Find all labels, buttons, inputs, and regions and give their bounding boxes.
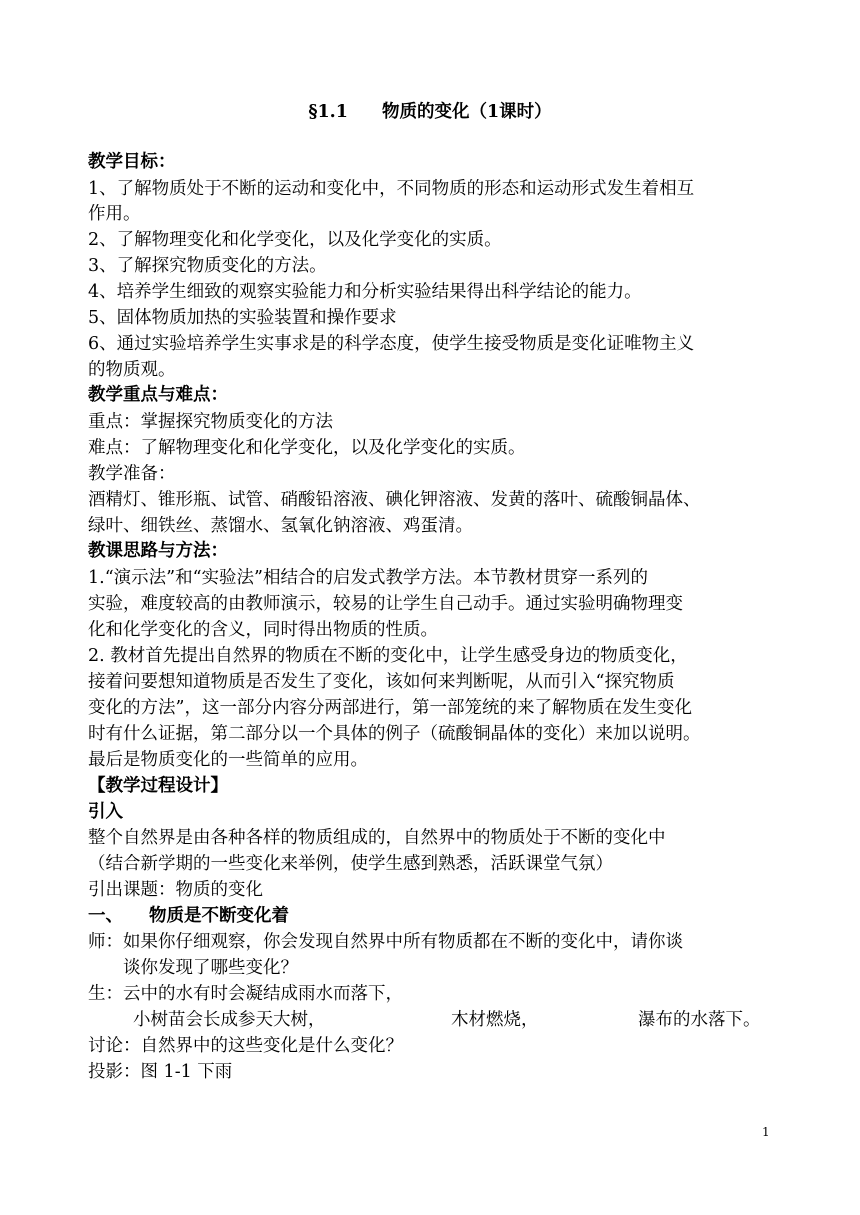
goals-heading: 教学目标：	[88, 152, 176, 172]
intro-heading: 引入	[88, 802, 123, 822]
key-point: 重点：掌握探究物质变化的方法	[88, 412, 333, 432]
method-line: 实验，难度较高的由教师演示，较易的让学生自己动手。通过实验明确物理变	[88, 594, 683, 614]
part1-text: 物质是不断变化着	[149, 906, 289, 926]
prep-line: 绿叶、细铁丝、蒸馏水、氢氧化钠溶液、鸡蛋清。	[88, 516, 473, 536]
goal-line: 的物质观。	[88, 360, 176, 380]
method-line: 化和化学变化的含义，同时得出物质的性质。	[88, 620, 438, 640]
goal-line: 作用。	[88, 204, 141, 224]
student-example: 木材燃烧，	[451, 1010, 539, 1030]
prep-line: 酒精灯、锥形瓶、试管、硝酸铅溶液、碘化钾溶液、发黄的落叶、硫酸铜晶体、	[88, 490, 701, 510]
method-line: 1.“演示法”和“实验法”相结合的启发式教学方法。本节教材贯穿一系列的	[88, 568, 648, 588]
section-number: §1.1	[308, 102, 348, 122]
method-line: 最后是物质变化的一些简单的应用。	[88, 750, 368, 770]
student-example: 小树苗会长成参天大树，	[133, 1010, 326, 1030]
process-heading: 【教学过程设计】	[88, 776, 228, 796]
dialog-teacher: 师：如果你仔细观察，你会发现自然界中所有物质都在不断的变化中，请你谈	[88, 932, 683, 952]
dialog-teacher-cont: 谈你发现了哪些变化？	[123, 958, 298, 978]
goal-line: 1、了解物质处于不断的运动和变化中，不同物质的形态和运动形式发生着相互	[88, 179, 695, 199]
method-line: 接着问要想知道物质是否发生了变化，该如何来判断呢，从而引入“探究物质	[88, 672, 675, 692]
method-line: 变化的方法”，这一部分内容分两部进行，第一部笼统的来了解物质在发生变化	[88, 698, 692, 718]
page-title	[0, 98, 860, 123]
key-heading: 教学重点与难点：	[88, 385, 228, 405]
intro-line: （结合新学期的一些变化来举例，使学生感到熟悉，活跃课堂气氛）	[88, 854, 613, 874]
student-example: 瀑布的水落下。	[638, 1010, 761, 1030]
goal-line: 3、了解探究物质变化的方法。	[88, 256, 327, 276]
intro-line: 引出课题：物质的变化	[88, 880, 263, 900]
part1-number: 一、	[88, 906, 123, 926]
title-text: 物质的变化（1课时）	[381, 102, 552, 122]
goal-line: 4、培养学生细致的观察实验能力和分析实验结果得出科学结论的能力。	[88, 282, 642, 302]
projection: 投影：图 1-1 下雨	[88, 1062, 233, 1082]
dialog-student: 生：云中的水有时会凝结成雨水而落下，	[88, 984, 403, 1004]
difficult-point: 难点：了解物理变化和化学变化，以及化学变化的实质。	[88, 438, 526, 458]
goal-line: 2、了解物理变化和化学变化，以及化学变化的实质。	[88, 230, 502, 250]
part1-heading	[88, 904, 289, 928]
goal-line: 5、固体物质加热的实验装置和操作要求	[88, 308, 397, 328]
intro-line: 整个自然界是由各种各样的物质组成的，自然界中的物质处于不断的变化中	[88, 828, 666, 848]
goal-line: 6、通过实验培养学生实事求是的科学态度，使学生接受物质是变化证唯物主义	[88, 334, 695, 354]
discussion: 讨论：自然界中的这些变化是什么变化？	[88, 1036, 403, 1056]
method-heading: 教课思路与方法：	[88, 541, 228, 561]
method-line: 2. 教材首先提出自然界的物质在不断的变化中，让学生感受身边的物质变化，	[88, 646, 688, 666]
page-number: 1	[762, 1125, 770, 1139]
method-line: 时有什么证据，第二部分以一个具体的例子（硫酸铜晶体的变化）来加以说明。	[88, 724, 701, 744]
prep-heading: 教学准备：	[88, 464, 176, 484]
